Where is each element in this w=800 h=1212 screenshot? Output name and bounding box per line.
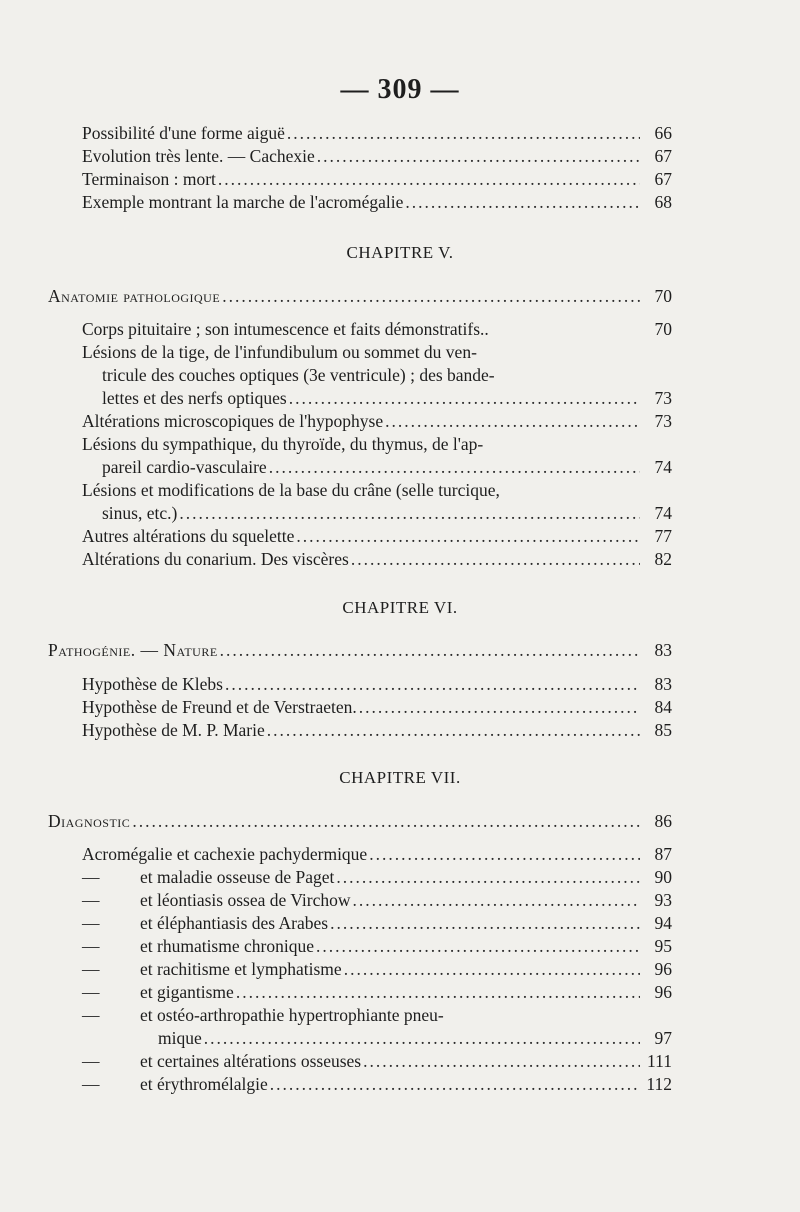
dot-leader (132, 810, 640, 832)
dot-leader (220, 639, 640, 661)
ditto-dash: — (82, 1005, 100, 1025)
toc-entry: — et érythromélalgie ..... 112 (82, 1073, 672, 1095)
toc-page: 74 (654, 457, 672, 477)
dot-leader (269, 456, 640, 478)
toc-page: 66 (654, 123, 672, 143)
dot-leader (218, 168, 640, 190)
toc-page: 77 (654, 526, 672, 546)
toc-entry: — et maladie osseuse de Paget ..... 90 (82, 866, 672, 888)
dot-leader (330, 912, 640, 934)
dot-leader (363, 1050, 640, 1072)
toc-entry-line: tricule des couches optiques (3e ventricule) ; des bande- (102, 365, 495, 385)
toc-entry: Hypothèse de M. P. Marie ..... 85 (82, 719, 672, 741)
toc-page: 93 (654, 890, 672, 910)
toc-page: 67 (654, 169, 672, 189)
ditto-dash: — (82, 936, 100, 956)
toc-entry: lettes et des nerfs optiques ..... 73 (102, 387, 672, 409)
toc-entry: Evolution très lente. — Cachexie ..... 67 (82, 145, 672, 167)
toc-page: 84 (654, 697, 672, 717)
toc-page: 86 (654, 811, 672, 831)
toc-page: 95 (654, 936, 672, 956)
toc-page: 83 (654, 640, 672, 660)
dot-leader (287, 122, 640, 144)
dot-leader (336, 866, 640, 888)
toc-entry: — et certaines altérations osseuses ..... 111 (82, 1050, 672, 1072)
ditto-dash: — (82, 1074, 100, 1094)
toc-entry: Autres altérations du squelette ..... 77 (82, 525, 672, 547)
section-heading: Anatomie pathologique ..... 70 (48, 285, 672, 307)
chapter-title: CHAPITRE VII. (339, 768, 461, 787)
toc-page: 85 (654, 720, 672, 740)
dot-leader (225, 673, 640, 695)
toc-page: 83 (654, 674, 672, 694)
dot-leader (289, 387, 640, 409)
dot-leader (267, 719, 640, 741)
toc-entry: — et gigantisme ..... 96 (82, 981, 672, 1003)
section-heading: Diagnostic ..... 86 (48, 810, 672, 832)
toc-entry: Terminaison : mort ..... 67 (82, 168, 672, 190)
toc-entry: Altérations du conarium. Des viscères ..... 82 (82, 548, 672, 570)
toc-page: 67 (654, 146, 672, 166)
toc-page: 68 (654, 192, 672, 212)
dot-leader (270, 1073, 640, 1095)
section-heading: Pathogénie. — Nature ..... 83 (48, 639, 672, 661)
toc-entry: — et rachitisme et lymphatisme ..... 96 (82, 958, 672, 980)
dot-leader (296, 525, 640, 547)
toc-page: 73 (654, 411, 672, 431)
page-number: — 309 — (340, 74, 460, 105)
toc-entry: sinus, etc.) ..... 74 (102, 502, 672, 524)
dot-leader (316, 935, 640, 957)
toc-entry: — et rhumatisme chronique ..... 95 (82, 935, 672, 957)
chapter-title: CHAPITRE V. (346, 243, 454, 262)
ditto-dash: — (82, 982, 100, 1002)
toc-page: 97 (654, 1028, 672, 1048)
toc-entry: Acromégalie et cachexie pachydermique ..... 87 (82, 843, 672, 865)
dot-leader (204, 1027, 640, 1049)
toc-page: 112 (646, 1074, 672, 1094)
toc-entry: Possibilité d'une forme aiguë ..... 66 (82, 122, 672, 144)
toc-entry: mique ..... 97 (140, 1027, 672, 1049)
toc-entry: Altérations microscopiques de l'hypophyse ..... 73 (82, 410, 672, 432)
toc-entry: Corps pituitaire ; son intumescence et faits démonstratifs.. 70 (82, 319, 672, 339)
dot-leader (351, 548, 640, 570)
toc-entry: Hypothèse de Klebs ..... 83 (82, 673, 672, 695)
toc-entry: — et léontiasis ossea de Virchow ..... 93 (82, 889, 672, 911)
ditto-dash: — (82, 890, 100, 910)
toc-page: 73 (654, 388, 672, 408)
toc-entry-line: Lésions du sympathique, du thyroïde, du thymus, de l'ap- (82, 434, 484, 454)
toc-page: 94 (654, 913, 672, 933)
dot-leader (344, 958, 640, 980)
toc-page: 70 (654, 286, 672, 306)
toc-entry-line: Lésions de la tige, de l'infundibulum ou sommet du ven- (82, 342, 477, 362)
dot-leader (353, 889, 640, 911)
toc-page: 70 (654, 319, 672, 339)
dot-leader (236, 981, 640, 1003)
dot-leader (222, 285, 640, 307)
chapter-title: CHAPITRE VI. (342, 598, 458, 617)
toc-page: 111 (647, 1051, 672, 1071)
dot-leader (359, 696, 640, 718)
dot-leader (405, 191, 640, 213)
toc-entry-line: Lésions et modifications de la base du crâne (selle turcique, (82, 480, 500, 500)
toc-page: 96 (654, 959, 672, 979)
dot-leader (317, 145, 640, 167)
toc-entry: — et éléphantiasis des Arabes ..... 94 (82, 912, 672, 934)
dot-leader (179, 502, 640, 524)
toc-page: 96 (654, 982, 672, 1002)
dot-leader (385, 410, 640, 432)
toc-page: 82 (654, 549, 672, 569)
toc-page: 90 (654, 867, 672, 887)
toc-page: 87 (654, 844, 672, 864)
toc-entry: Exemple montrant la marche de l'acromégalie ..... 68 (82, 191, 672, 213)
dot-leader (369, 843, 640, 865)
toc-entry: Hypothèse de Freund et de Verstraeten. ..... 84 (82, 696, 672, 718)
ditto-dash: — (82, 959, 100, 979)
toc-page: 74 (654, 503, 672, 523)
ditto-dash: — (82, 1051, 100, 1071)
toc-entry-line: — et ostéo-arthropathie hypertrophiante pneu- (82, 1005, 444, 1025)
ditto-dash: — (82, 867, 100, 887)
ditto-dash: — (82, 913, 100, 933)
toc-entry: pareil cardio-vasculaire ..... 74 (102, 456, 672, 478)
